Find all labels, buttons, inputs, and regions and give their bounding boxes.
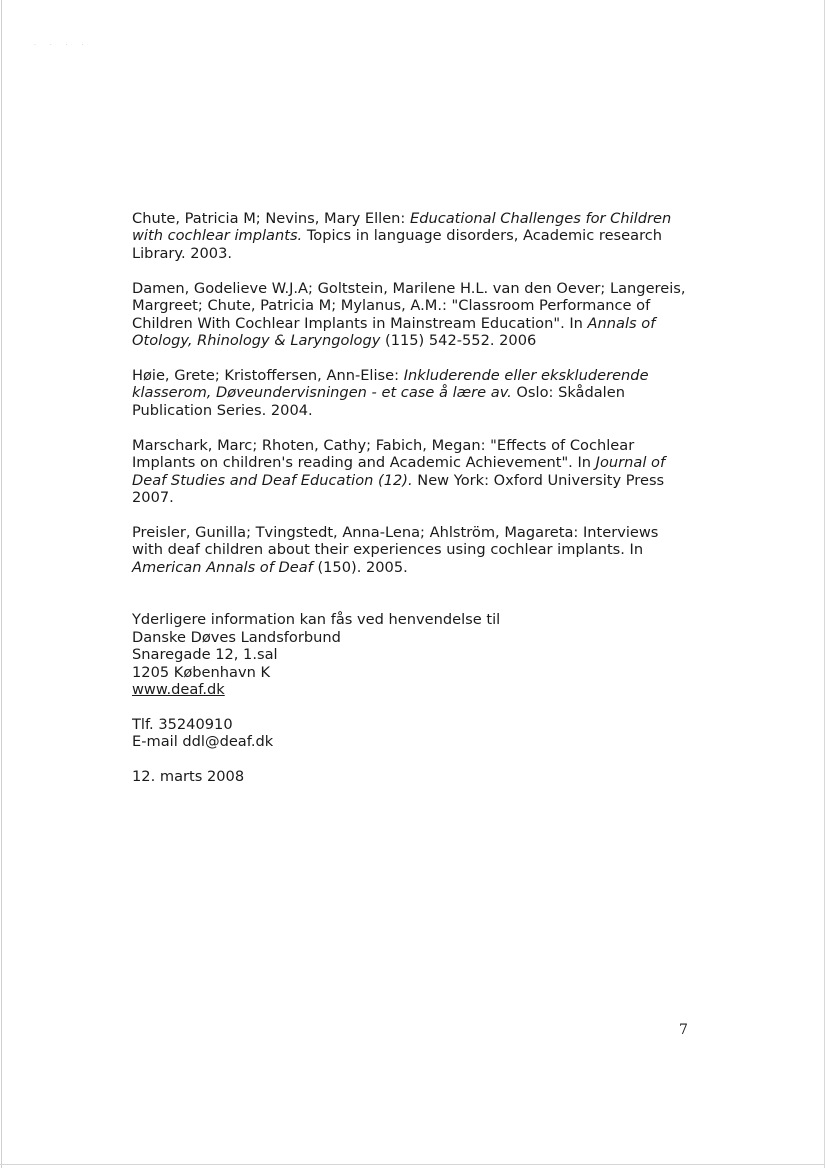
- reference-title: Educational Challenges for Children with cochlear implants.: [132, 210, 672, 245]
- document-body: [132, 210, 692, 785]
- phone-number: Tlf. 35240910: [132, 715, 233, 733]
- website-link[interactable]: www.deaf.dk: [132, 680, 225, 698]
- reference-list: [132, 210, 692, 576]
- street-address: Snaregade 12, 1.sal: [132, 646, 278, 664]
- reference-entry: Preisler, Gunilla; Tvingstedt, Anna-Lena; Ahlström, Magareta: Interviews with deaf children about their experiences using cochlear implants. In American Annals of Deaf (150). 2005.: [132, 524, 659, 576]
- scan-edge-left: [1, 0, 2, 1168]
- reference-entry: Chute, Patricia M; Nevins, Mary Ellen: Educational Challenges for Children with cochlear implants. Topics in language disorders, Academic research Library. 2003.: [132, 210, 672, 262]
- reference-title: Annals of Otology, Rhinology & Laryngology: [132, 314, 656, 350]
- contact-block: [132, 611, 692, 785]
- scan-edge-bottom: [0, 1164, 825, 1165]
- reference-entry: Damen, Godelieve W.J.A; Goltstein, Marilene H.L. van den Oever; Langereis, Margreet; Chute, Patricia M; Mylanus, A.M.: "Classroom Performance of Children With Cochlear Implants in Mainstream Education". In Annals of Otology, Rhinology & Laryngology (115) 542-552. 2006: [132, 279, 686, 350]
- scan-speck: · · · ·: [34, 42, 90, 49]
- reference-title: Journal of Deaf Studies and Deaf Education (12).: [132, 454, 666, 489]
- document-date: 12. marts 2008: [132, 767, 245, 785]
- page-number: 7: [679, 1022, 688, 1038]
- contact-intro: Yderligere information kan fås ved henvendelse til: [132, 611, 501, 629]
- reference-title: American Annals of Deaf: [132, 558, 313, 576]
- reference-entry: Høie, Grete; Kristoffersen, Ann-Elise: Inkluderende eller ekskluderende klasserom, Døveundervisningen - et case å lære av. Oslo: Skådalen Publication Series. 2004.: [132, 367, 649, 419]
- email-address: E-mail ddl@deaf.dk: [132, 733, 274, 751]
- city-address: 1205 København K: [132, 663, 271, 681]
- reference-entry: Marschark, Marc; Rhoten, Cathy; Fabich, Megan: "Effects of Cochlear Implants on children's reading and Academic Achievement". In Journal of Deaf Studies and Deaf Education (12). New York: Oxford University Press 2007.: [132, 436, 666, 507]
- reference-title: Inkluderende eller ekskluderende klasserom, Døveundervisningen - et case å lære av.: [132, 367, 649, 402]
- organization-name: Danske Døves Landsforbund: [132, 628, 341, 646]
